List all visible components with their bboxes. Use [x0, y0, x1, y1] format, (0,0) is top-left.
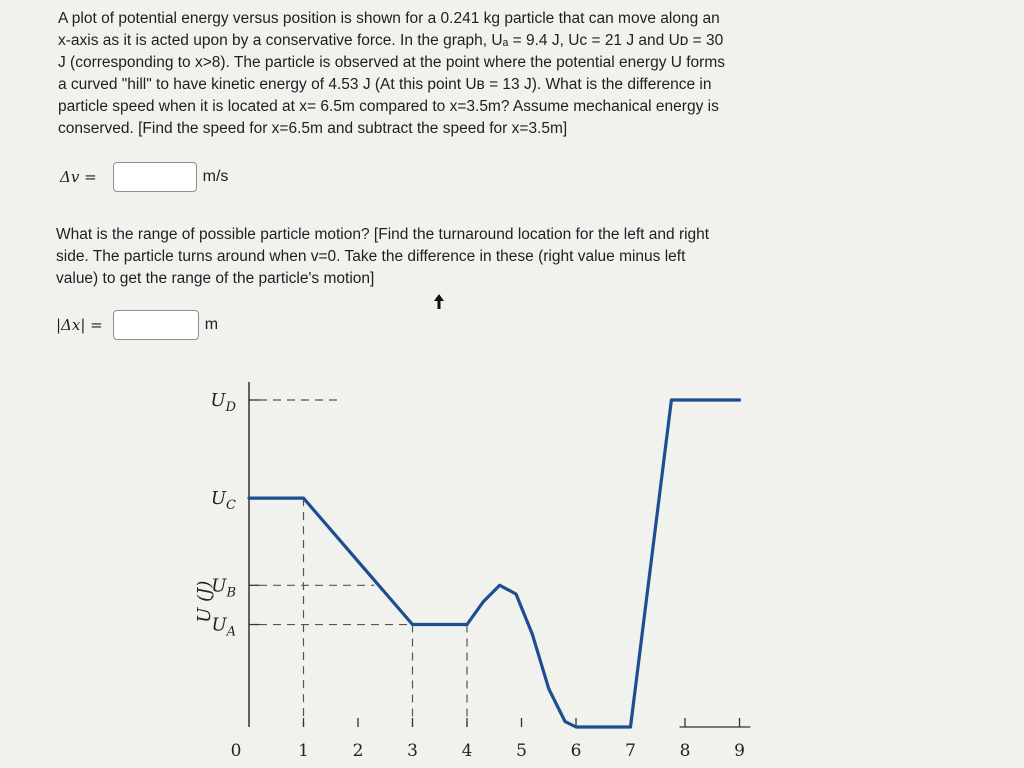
x-tick-label: 6 — [570, 741, 582, 761]
question-1-text — [58, 8, 858, 140]
delta-v-unit: m/s — [202, 168, 229, 185]
x-tick-label: 5 — [516, 741, 527, 761]
question-1-line: conserved. [Find the speed for x=6.5m and subtract the speed for x=3.5m] — [58, 120, 568, 137]
potential-energy-chart — [0, 370, 1024, 768]
question-1-line: J (corresponding to x>8). The particle is observed at the point where the potential energy U forms — [58, 54, 725, 71]
x-tick-label: 7 — [625, 741, 636, 761]
y-tick-label: $U_D$ — [210, 390, 236, 415]
y-axis-label: U (J) — [194, 580, 215, 623]
x-tick-label: 0 — [230, 741, 242, 761]
question-1-line: x-axis as it is acted upon by a conservative force. In the graph, Uₐ = 9.4 J, Uᴄ = 21 J and Uᴅ = 30 — [58, 32, 724, 49]
x-tick-label: 8 — [679, 741, 691, 761]
x-tick-label: 9 — [734, 741, 745, 761]
delta-x-label: |Δx| = — [56, 316, 103, 334]
potential-energy-curve — [249, 400, 740, 727]
x-tick-label: 3 — [407, 741, 418, 761]
delta-x-unit: m — [204, 316, 219, 333]
delta-x-answer-row — [56, 310, 218, 340]
delta-v-answer-row — [60, 162, 228, 192]
question-1-line: particle speed when it is located at x= 6.5m compared to x=3.5m? Assume mechanical energy is — [58, 98, 719, 115]
y-tick-label: $U_B$ — [211, 575, 236, 601]
question-2-line: side. The particle turns around when v=0. Take the difference in these (right value minus left — [56, 248, 686, 265]
y-tick-label: $U_C$ — [210, 488, 236, 514]
question-2-line: value) to get the range of the particle's motion] — [56, 270, 375, 287]
mouse-cursor-icon — [432, 292, 446, 312]
question-1-line: a curved "hill" to have kinetic energy of 4.53 J (At this point Uʙ = 13 J). What is the difference in — [58, 76, 712, 93]
question-1-line: A plot of potential energy versus position is shown for a 0.241 kg particle that can move along an — [58, 10, 720, 27]
x-tick-label: 1 — [298, 741, 309, 761]
question-2-text — [56, 224, 856, 290]
x-tick-label: 4 — [461, 741, 473, 761]
y-tick-label: $U_A$ — [211, 614, 236, 640]
delta-x-input[interactable] — [113, 310, 199, 340]
chart-layer — [194, 382, 750, 761]
x-tick-label: 2 — [352, 741, 364, 761]
question-2-line: What is the range of possible particle motion? [Find the turnaround location for the left and right — [56, 226, 710, 243]
delta-v-label: Δv = — [60, 168, 97, 186]
delta-v-input[interactable] — [113, 162, 197, 192]
